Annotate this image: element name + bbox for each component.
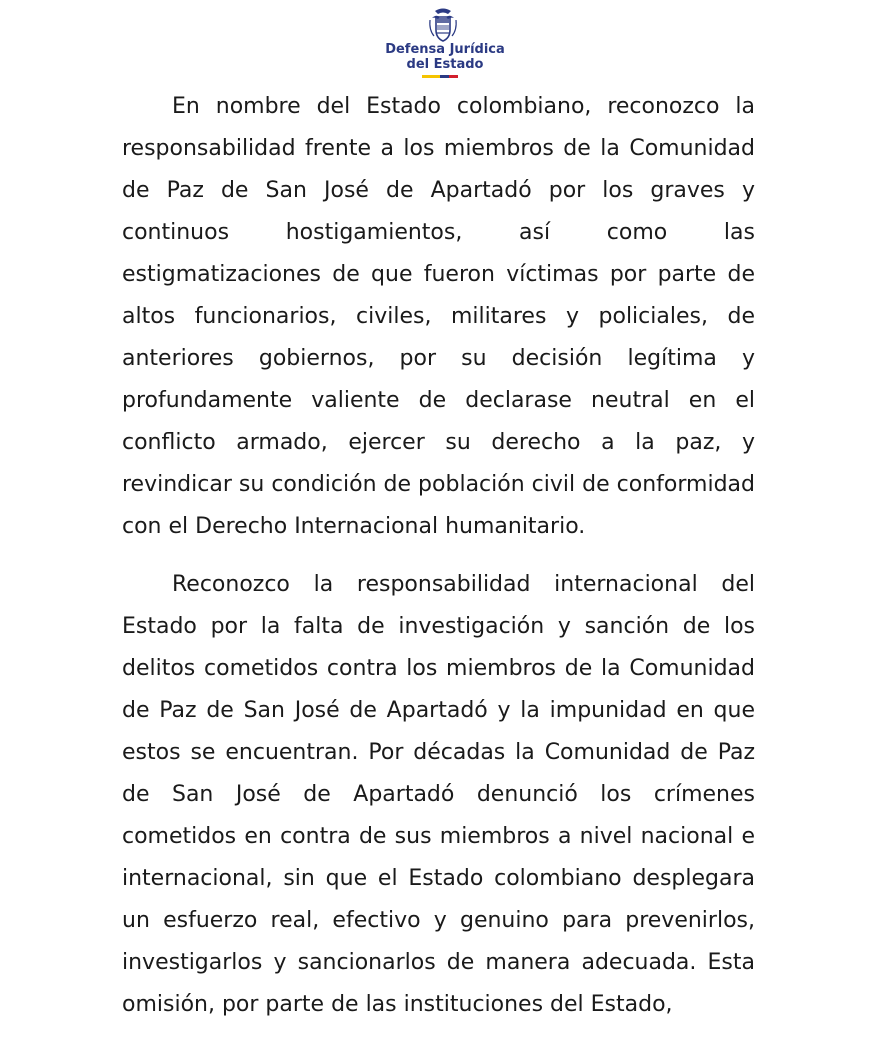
flag-stripe-blue	[440, 75, 449, 78]
document-body	[122, 86, 755, 1042]
institution-logo-text	[340, 42, 550, 72]
coat-of-arms-icon	[426, 6, 460, 44]
paragraph-2: Reconozco la responsabilidad internacional del Estado por la falta de investigación y sanción de los delitos cometidos contra los miembros de la Comunidad de Paz de San José de Apartadó y la impunidad en que estos se encuentran. Por décadas la Comunidad de Paz de San José de Apartadó denunció los crímenes cometidos en contra de sus miembros a nivel nacional e internacional, sin que el Estado colombiano desplegara un esfuerzo real, efectivo y genuino para prevenirlos, investigarlos y sancionarlos de manera adecuada. Esta omisión, por parte de las instituciones del Estado,	[122, 572, 755, 1017]
logo-line-2: del Estado	[406, 57, 484, 72]
flag-stripe-red	[449, 75, 458, 78]
logo-line-1: Defensa Jurídica	[385, 42, 505, 57]
flag-stripe	[422, 75, 458, 78]
document-header	[0, 0, 873, 90]
flag-stripe-yellow	[422, 75, 440, 78]
paragraph-1: En nombre del Estado colombiano, reconozco la responsabilidad frente a los miembros de la Comunidad de Paz de San José de Apartadó por los graves y continuos hostigamientos, así como las estigmatizaciones de que fueron víctimas por parte de altos funcionarios, civiles, militares y policiales, de anteriores gobiernos, por su decisión legítima y profundamente valiente de declarase neutral en el conflicto armado, ejercer su derecho a la paz, y revindicar su condición de población civil de conformidad con el Derecho Internacional humanitario.	[122, 94, 755, 539]
